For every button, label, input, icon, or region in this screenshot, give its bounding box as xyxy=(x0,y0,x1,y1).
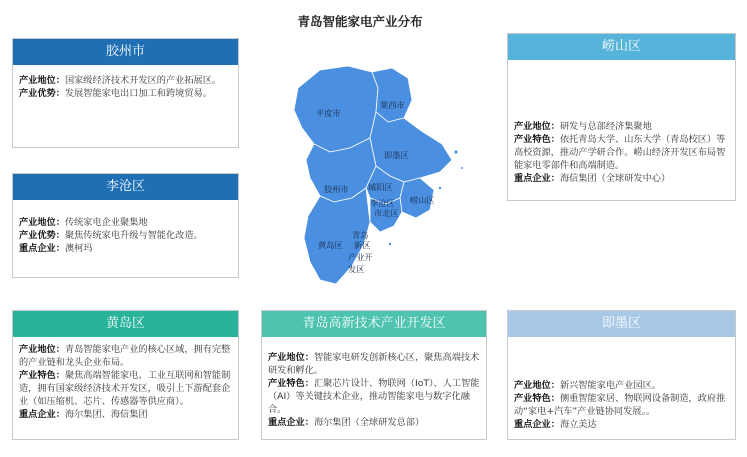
info-line xyxy=(268,377,480,416)
info-label: 产业地位： xyxy=(19,217,65,228)
map-island xyxy=(438,186,441,189)
info-text: 发展智能家电出口加工和跨境贸易。 xyxy=(64,88,212,99)
info-line xyxy=(19,87,232,100)
map-label-gaoxin-a: 新区 xyxy=(354,240,371,250)
info-text: 新兴智能家电产业园区。 xyxy=(559,380,661,391)
card-laoshan xyxy=(507,33,736,201)
info-text: 依托青岛大学、山东大学（青岛校区）等高校资源，推动产学研合作。崂山经济开发区布局智能家电零部件和高端制造。 xyxy=(514,134,726,171)
info-text: 聚焦高端智能家电、工业互联网和智能制造，拥有国家级经济技术开发区，吸引上下游配套企业（如压缩机、芯片、传感器等供应商）。 xyxy=(19,370,231,407)
map-label-qingdao: 青岛 xyxy=(352,230,369,240)
card-header: 黄岛区 xyxy=(13,311,238,337)
card-header: 李沧区 xyxy=(13,174,238,200)
map-label-chengyang: 城阳区 xyxy=(368,182,393,192)
info-line xyxy=(514,418,729,431)
map-label-jimo: 即墨区 xyxy=(384,150,409,160)
info-label: 重点企业： xyxy=(514,173,560,184)
info-label: 产业地位： xyxy=(268,352,314,363)
card-body xyxy=(13,200,238,261)
card-licang xyxy=(12,173,239,278)
qingdao-map xyxy=(280,48,480,298)
card-body xyxy=(262,337,486,435)
info-label: 产业优势： xyxy=(19,88,65,99)
info-line xyxy=(268,416,480,429)
info-text: 侧重智能家居、物联网设备制造，政府推动“家电+汽车”产业链协同发展。。 xyxy=(514,393,726,417)
card-body xyxy=(13,337,238,427)
info-label: 产业特色： xyxy=(514,134,560,145)
info-line xyxy=(19,216,232,229)
info-line xyxy=(514,379,729,392)
info-text: 智能家电研发创新核心区，聚焦高端技术研发和孵化。 xyxy=(268,352,480,376)
info-label: 产业地位： xyxy=(19,75,65,86)
info-label: 产业特色： xyxy=(19,370,65,381)
map-island xyxy=(388,242,391,245)
info-text: 海尔集团（全球研发总部） xyxy=(313,417,425,428)
info-label: 重点企业： xyxy=(268,417,314,428)
card-gaoxin xyxy=(261,310,487,440)
info-line xyxy=(19,229,232,242)
map-label-laoshan: 崂山区 xyxy=(410,195,435,205)
info-label: 产业特色： xyxy=(268,378,314,389)
card-huangdao xyxy=(12,310,239,440)
map-label-huangdao: 黄岛区 xyxy=(318,240,343,250)
info-line xyxy=(19,408,232,421)
map-label-laixi: 莱西市 xyxy=(380,100,405,110)
info-line xyxy=(19,369,232,408)
map-label-licang: 李沧区 xyxy=(370,198,395,208)
card-body xyxy=(508,337,735,437)
info-label: 产业特色： xyxy=(514,393,560,404)
info-text: 海信集团（全球研发中心） xyxy=(559,173,671,184)
info-label: 重点企业： xyxy=(19,409,65,420)
page-title: 青岛智能家电产业分布 xyxy=(297,14,423,29)
info-line xyxy=(514,172,729,185)
info-line xyxy=(514,392,729,418)
info-text: 青岛智能家电产业的核心区域，拥有完整的产业链和龙头企业布局。 xyxy=(19,344,231,368)
card-jiaozhou xyxy=(12,38,239,148)
info-line xyxy=(268,351,480,377)
card-header: 即墨区 xyxy=(508,311,735,337)
info-label: 重点企业： xyxy=(19,243,65,254)
info-text: 澳柯玛 xyxy=(64,243,93,254)
card-body xyxy=(508,60,735,191)
card-header: 胶州市 xyxy=(13,39,238,65)
info-text: 传统家电企业聚集地 xyxy=(64,217,148,228)
info-text: 海尔集团、海信集团 xyxy=(64,409,148,420)
map-island xyxy=(454,150,458,154)
info-text: 汇聚芯片设计、物联网（IoT）、人工智能（AI）等关键技术企业，推动智能家电与数字化融合。 xyxy=(268,378,480,415)
info-label: 产业地位： xyxy=(514,380,560,391)
info-label: 产业地位： xyxy=(514,121,560,132)
info-text: 聚焦传统家电升级与智能化改造。 xyxy=(64,230,203,241)
info-line xyxy=(19,343,232,369)
map-label-jiaozhou: 胶州市 xyxy=(324,184,349,194)
card-header: 青岛高新技术产业开发区 xyxy=(262,311,486,337)
map-label-shibei: 市北区 xyxy=(374,208,399,218)
map-label-gaoxin-c: 发区 xyxy=(348,264,365,274)
info-line xyxy=(19,242,232,255)
card-jimo xyxy=(507,310,736,440)
info-text: 国家级经济技术开发区的产业拓展区。 xyxy=(64,75,222,86)
info-text: 研发与总部经济集聚地 xyxy=(559,121,652,132)
info-label: 产业优势： xyxy=(19,230,65,241)
card-header: 崂山区 xyxy=(508,34,735,60)
info-line xyxy=(514,120,729,133)
map-label-gaoxin-b: 产业开 xyxy=(348,252,373,262)
info-label: 重点企业： xyxy=(514,419,560,430)
map-label-pingdu: 平度市 xyxy=(316,108,341,118)
info-text: 海立美达 xyxy=(559,419,597,430)
card-body xyxy=(13,65,238,106)
info-label: 产业地位： xyxy=(19,344,65,355)
info-line xyxy=(19,74,232,87)
info-line xyxy=(514,133,729,172)
map-island xyxy=(461,167,464,170)
